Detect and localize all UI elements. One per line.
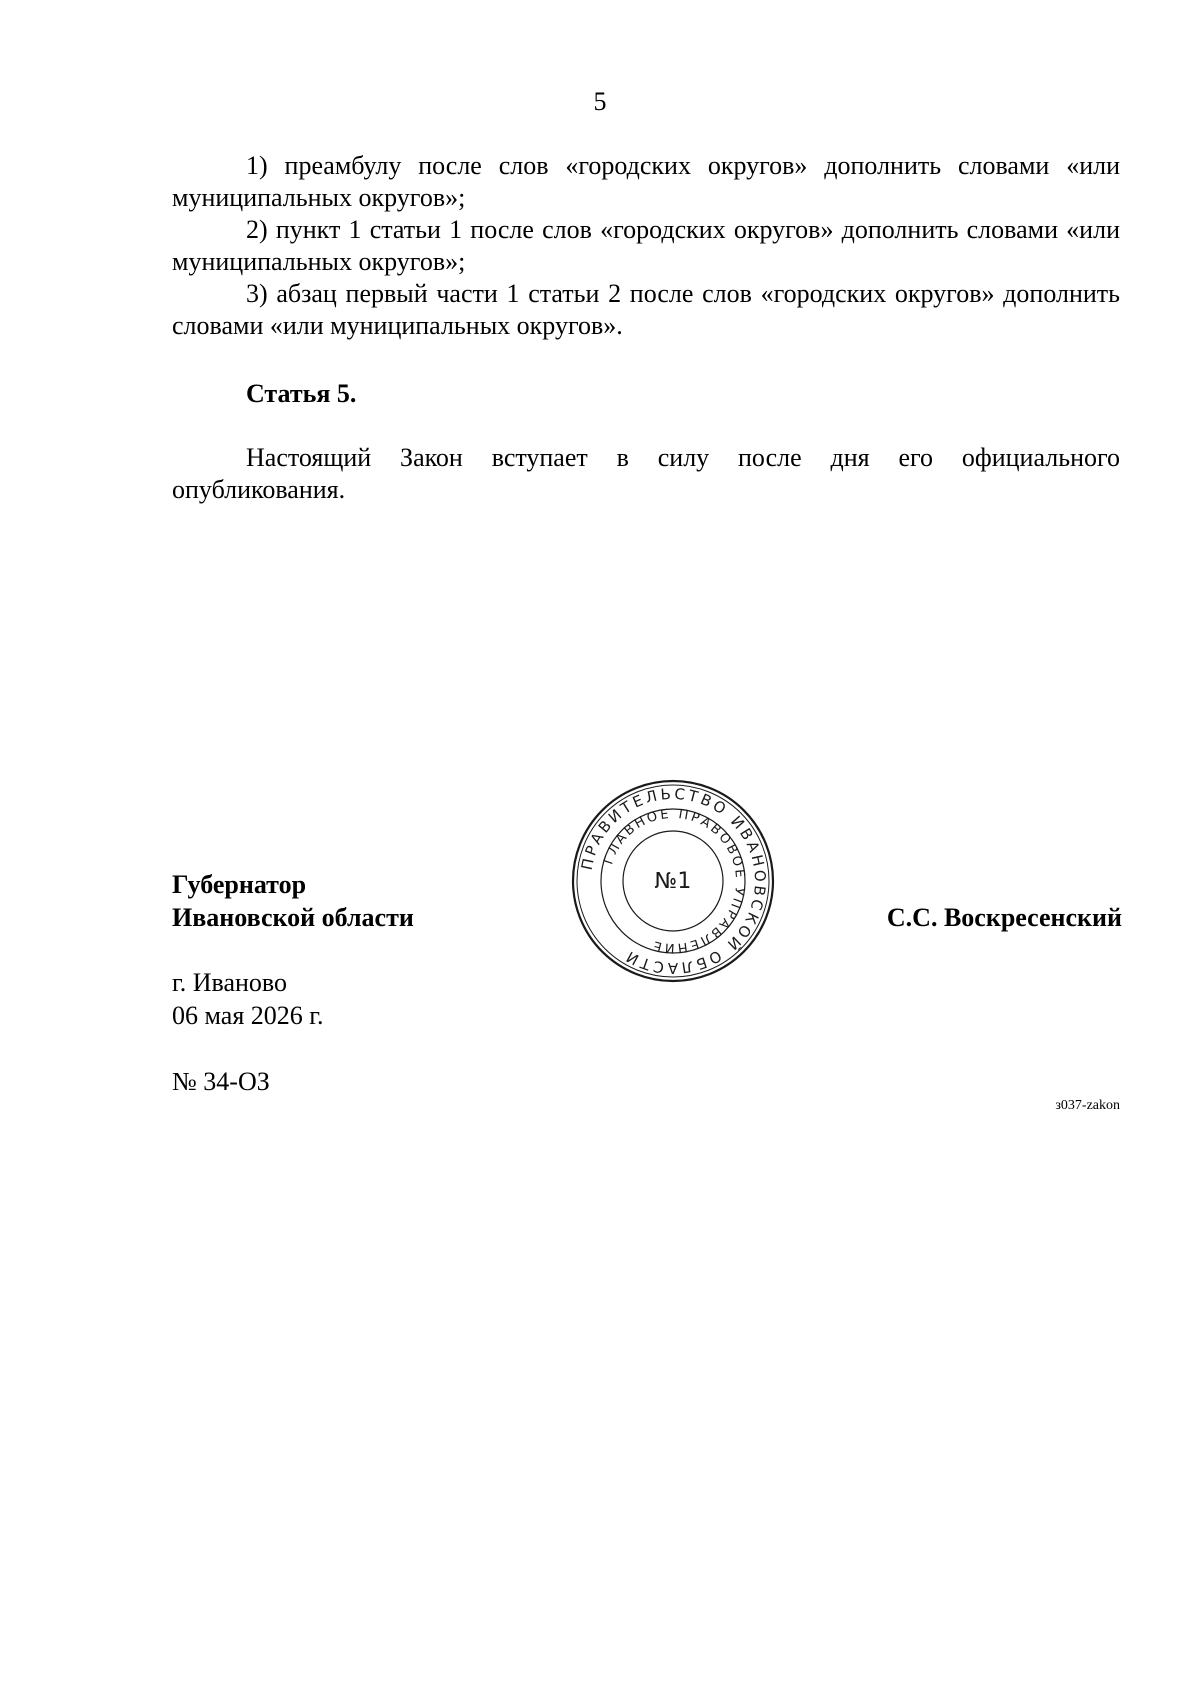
article-heading: Статья 5. (246, 379, 357, 408)
seal-outer-text: ПРАВИТЕЛЬСТВО ИВАНОВСКОЙ ОБЛАСТИ (577, 784, 770, 978)
signatory-position-line2: Ивановской области (172, 903, 414, 932)
official-seal-stamp (570, 778, 776, 984)
signatory-position (172, 868, 414, 934)
amendment-item: 3) абзац первый части 1 статьи 2 после слов «городских округов» дополнить словами «или муниципальных округов». (172, 279, 1120, 340)
date: 06 мая 2026 г. (172, 1001, 324, 1030)
law-number: № 34-ОЗ (172, 1067, 270, 1096)
amendment-item: 1) преамбулу после слов «городских округов» дополнить словами «или муниципальных округов»; (172, 151, 1120, 212)
place: г. Иваново (172, 968, 287, 997)
signatory-position-line1: Губернатор (172, 870, 307, 899)
seal-center-text: №1 (654, 869, 692, 894)
signatory-name: С.С. Воскресенский (886, 903, 1122, 932)
document-code: з037-zakon (1055, 1098, 1120, 1113)
article-text: Настоящий Закон вступает в силу после дня его официального опубликования. (172, 443, 1120, 504)
place-and-date (172, 966, 324, 1032)
seal-inner-text: ГЛАВНОЕ ПРАВОВОЕ УПРАВЛЕНИЕ (601, 806, 748, 956)
amendments-list (172, 150, 1120, 342)
amendment-item: 2) пункт 1 статьи 1 после слов «городских округов» дополнить словами «или муниципальных округов»; (172, 215, 1120, 276)
page-number: 5 (593, 87, 607, 116)
article-body (172, 442, 1120, 506)
